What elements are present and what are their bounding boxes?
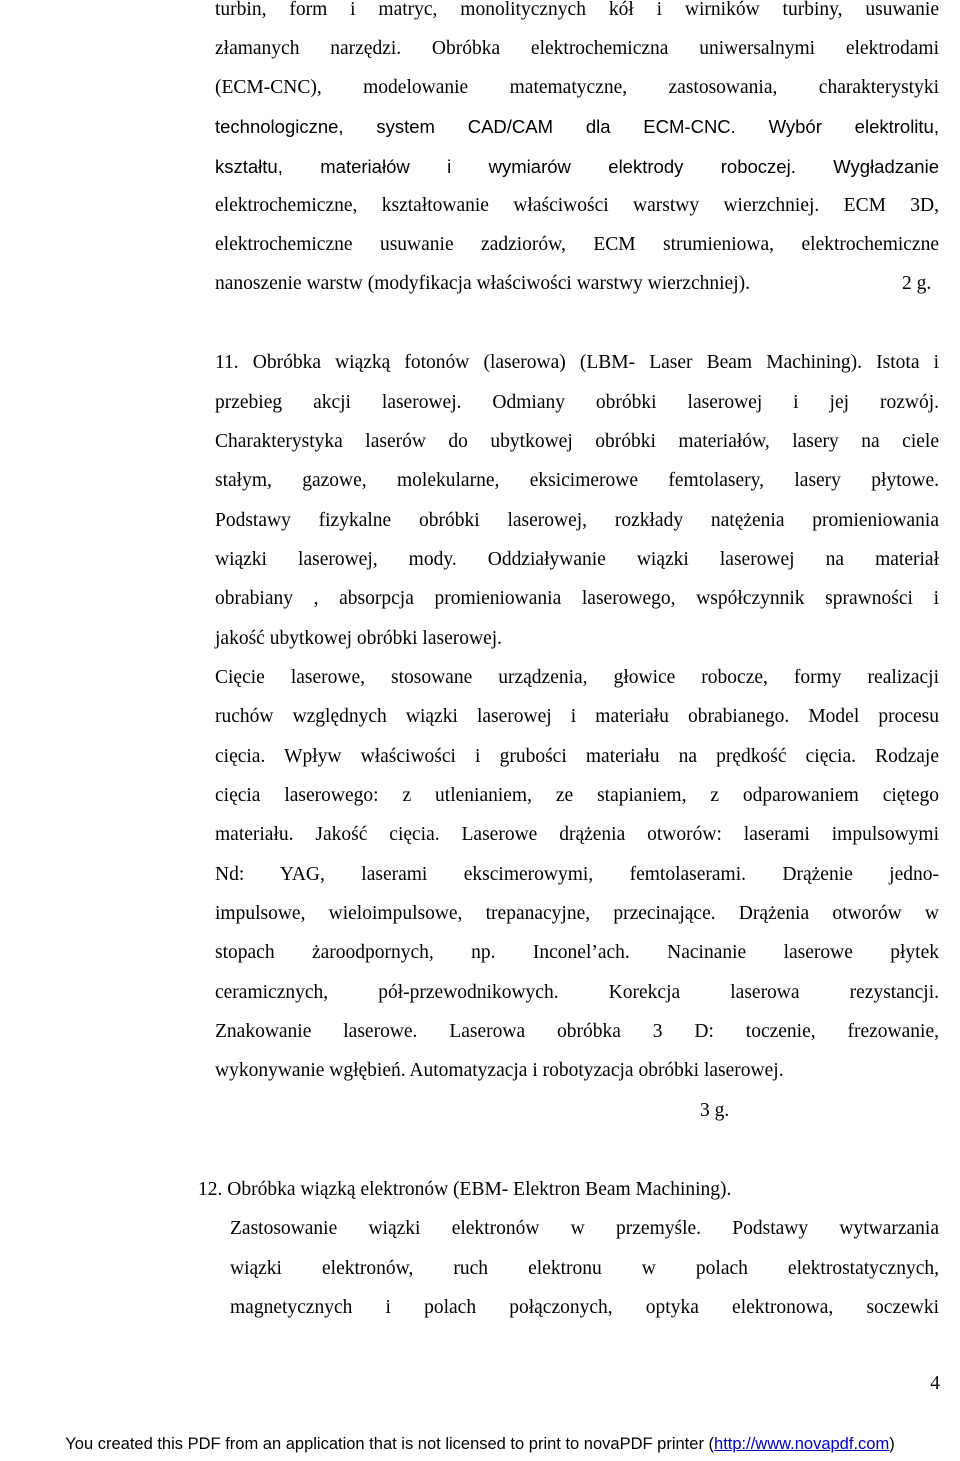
- novapdf-link[interactable]: http://www.novapdf.com: [714, 1435, 890, 1453]
- section11-line-8: jakość ubytkowej obróbki laserowej.: [215, 628, 503, 649]
- section11-line-5: Podstawy fizykalne obróbki laserowej, rozkłady natężenia promieniowania: [215, 510, 939, 531]
- section11-line-14: Nd: YAG, laserami ekscimerowymi, femtolaserami. Drążenie jedno-: [215, 864, 939, 885]
- intro-line-2: złamanych narzędzi. Obróbka elektrochemiczna uniwersalnymi elektrodami: [215, 38, 939, 59]
- intro-line-1: turbin, form i matryc, monolitycznych kół i wirników turbiny, usuwanie: [215, 0, 939, 20]
- intro-hours: 2 g.: [902, 273, 932, 294]
- license-footer: [0, 1433, 960, 1455]
- section11-line-17: ceramicznych, pół-przewodnikowych. Korekcja laserowa rezystancji.: [215, 982, 939, 1003]
- section11-line-3: Charakterystyka laserów do ubytkowej obróbki materiałów, lasery na ciele: [215, 431, 939, 452]
- section12-line-2: wiązki elektronów, ruch elektronu w polach elektrostatycznych,: [230, 1258, 939, 1279]
- section11-line-6: wiązki laserowej, mody. Oddziaływanie wiązki laserowej na materiał: [215, 549, 939, 570]
- intro-line-8: nanoszenie warstw (modyfikacja właściwości warstwy wierzchniej).: [215, 273, 750, 294]
- section11-line-11: cięcia. Wpływ właściwości i grubości materiału na prędkość cięcia. Rodzaje: [215, 746, 939, 767]
- section11-line-1: 11. Obróbka wiązką fotonów (laserowa) (LBM- Laser Beam Machining). Istota i: [215, 352, 939, 373]
- section12-line-3: magnetycznych i polach połączonych, optyka elektronowa, soczewki: [230, 1297, 939, 1318]
- section11-line-2: przebieg akcji laserowej. Odmiany obróbki laserowej i jej rozwój.: [215, 392, 939, 413]
- section11-line-13: materiału. Jakość cięcia. Laserowe drążenia otworów: laserami impulsowymi: [215, 824, 939, 845]
- intro-line-3: (ECM-CNC), modelowanie matematyczne, zastosowania, charakterystyki: [215, 77, 939, 98]
- section11-line-16: stopach żaroodpornych, np. Inconel’ach. Nacinanie laserowe płytek: [215, 942, 939, 963]
- section11-hours: 3 g.: [700, 1100, 730, 1121]
- section11-line-19: wykonywanie wgłębień. Automatyzacja i robotyzacja obróbki laserowej.: [215, 1060, 784, 1081]
- section11-line-4: stałym, gazowe, molekularne, eksicimerowe femtolasery, lasery płytowe.: [215, 470, 939, 491]
- intro-line-4: technologiczne, system CAD/CAM dla ECM-CNC. Wybór elektrolitu,: [215, 116, 939, 137]
- footer-text: You created this PDF from an application that is not licensed to print to novaPDF printer (: [65, 1435, 715, 1453]
- section11-line-12: cięcia laserowego: z utlenianiem, ze stapianiem, z odparowaniem ciętego: [215, 785, 939, 806]
- intro-line-7: elektrochemiczne usuwanie zadziorów, ECM strumieniowa, elektrochemiczne: [215, 234, 939, 255]
- section12-line-1: Zastosowanie wiązki elektronów w przemyśle. Podstawy wytwarzania: [230, 1218, 939, 1239]
- intro-line-5: kształtu, materiałów i wymiarów elektrody roboczej. Wygładzanie: [215, 156, 939, 177]
- section11-line-18: Znakowanie laserowe. Laserowa obróbka 3 D: toczenie, frezowanie,: [215, 1021, 939, 1042]
- intro-line-6: elektrochemiczne, kształtowanie właściwości warstwy wierzchniej. ECM 3D,: [215, 195, 939, 216]
- section11-line-7: obrabiany , absorpcja promieniowania laserowego, współczynnik sprawności i: [215, 588, 939, 609]
- section11-line-15: impulsowe, wieloimpulsowe, trepanacyjne, przecinające. Drążenia otworów w: [215, 903, 939, 924]
- page-number: 4: [930, 1373, 940, 1394]
- footer-text-end: ): [889, 1435, 895, 1453]
- section12-heading: 12. Obróbka wiązką elektronów (EBM- Elektron Beam Machining).: [198, 1179, 732, 1200]
- section11-line-9: Cięcie laserowe, stosowane urządzenia, głowice robocze, formy realizacji: [215, 667, 939, 688]
- section11-line-10: ruchów względnych wiązki laserowej i materiału obrabianego. Model procesu: [215, 706, 939, 727]
